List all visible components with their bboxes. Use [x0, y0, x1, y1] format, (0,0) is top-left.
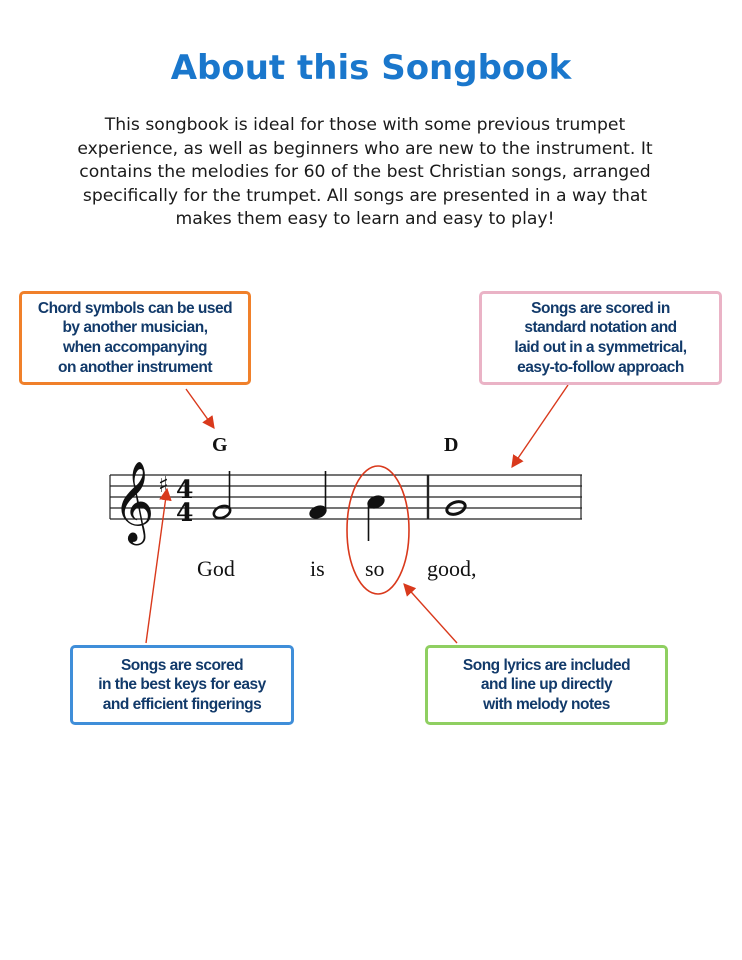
intro-line: makes them easy to learn and easy to play!	[175, 209, 555, 230]
note-quarter	[366, 494, 386, 541]
key-signature-sharp: ♯	[158, 473, 169, 498]
callout-line: easy-to-follow approach	[517, 358, 684, 376]
callout-line: and efficient fingerings	[102, 695, 262, 713]
chord-symbol: D	[444, 434, 459, 456]
callout-line: in the best keys for easy	[98, 676, 266, 694]
callout-line: when accompanying	[63, 339, 207, 356]
callout-best-keys	[70, 645, 294, 725]
callout-line: with melody notes	[483, 695, 610, 713]
callout-line: standard notation and	[524, 319, 677, 337]
page-title: About this Songbook	[170, 48, 572, 88]
lyric-word: good,	[427, 556, 477, 581]
lyric-word: is	[310, 556, 325, 581]
callout-line: on another instrument	[58, 358, 212, 376]
callout-chord-symbols	[19, 291, 251, 385]
chord-symbol: G	[212, 434, 228, 456]
intro-line: specifically for the trumpet. All songs are presented in a way that	[82, 185, 648, 206]
callout-line: Songs are scored in	[531, 299, 670, 317]
callout-standard-notation	[479, 291, 722, 385]
arrow-to-staff	[512, 385, 568, 467]
time-signature-top: 4	[176, 475, 194, 504]
callout-line: Chord symbols can be used	[37, 299, 233, 317]
arrow-to-chord	[186, 389, 214, 428]
callout-line: Song lyrics are included	[462, 656, 631, 674]
treble-clef-icon: 𝄞	[113, 460, 155, 542]
callout-line: and line up directly	[480, 676, 613, 694]
note-half	[212, 471, 232, 520]
callout-line: by another musician,	[62, 319, 208, 337]
intro-line: experience, as well as beginners who are new to the instrument. It	[77, 138, 653, 159]
callout-line: laid out in a symmetrical,	[514, 339, 687, 356]
intro-line: contains the melodies for 60 of the best Christian songs, arranged	[79, 162, 651, 183]
note-quarter	[308, 471, 328, 520]
callout-lyrics	[425, 645, 668, 725]
callout-line: Songs are scored	[120, 656, 244, 674]
lyric-word: so	[365, 556, 385, 581]
time-signature-bottom: 4	[176, 498, 194, 527]
arrow-to-lyric	[404, 584, 457, 643]
intro-line: This songbook is ideal for those with some previous trumpet	[104, 115, 626, 135]
lyric-word: God	[197, 556, 235, 581]
